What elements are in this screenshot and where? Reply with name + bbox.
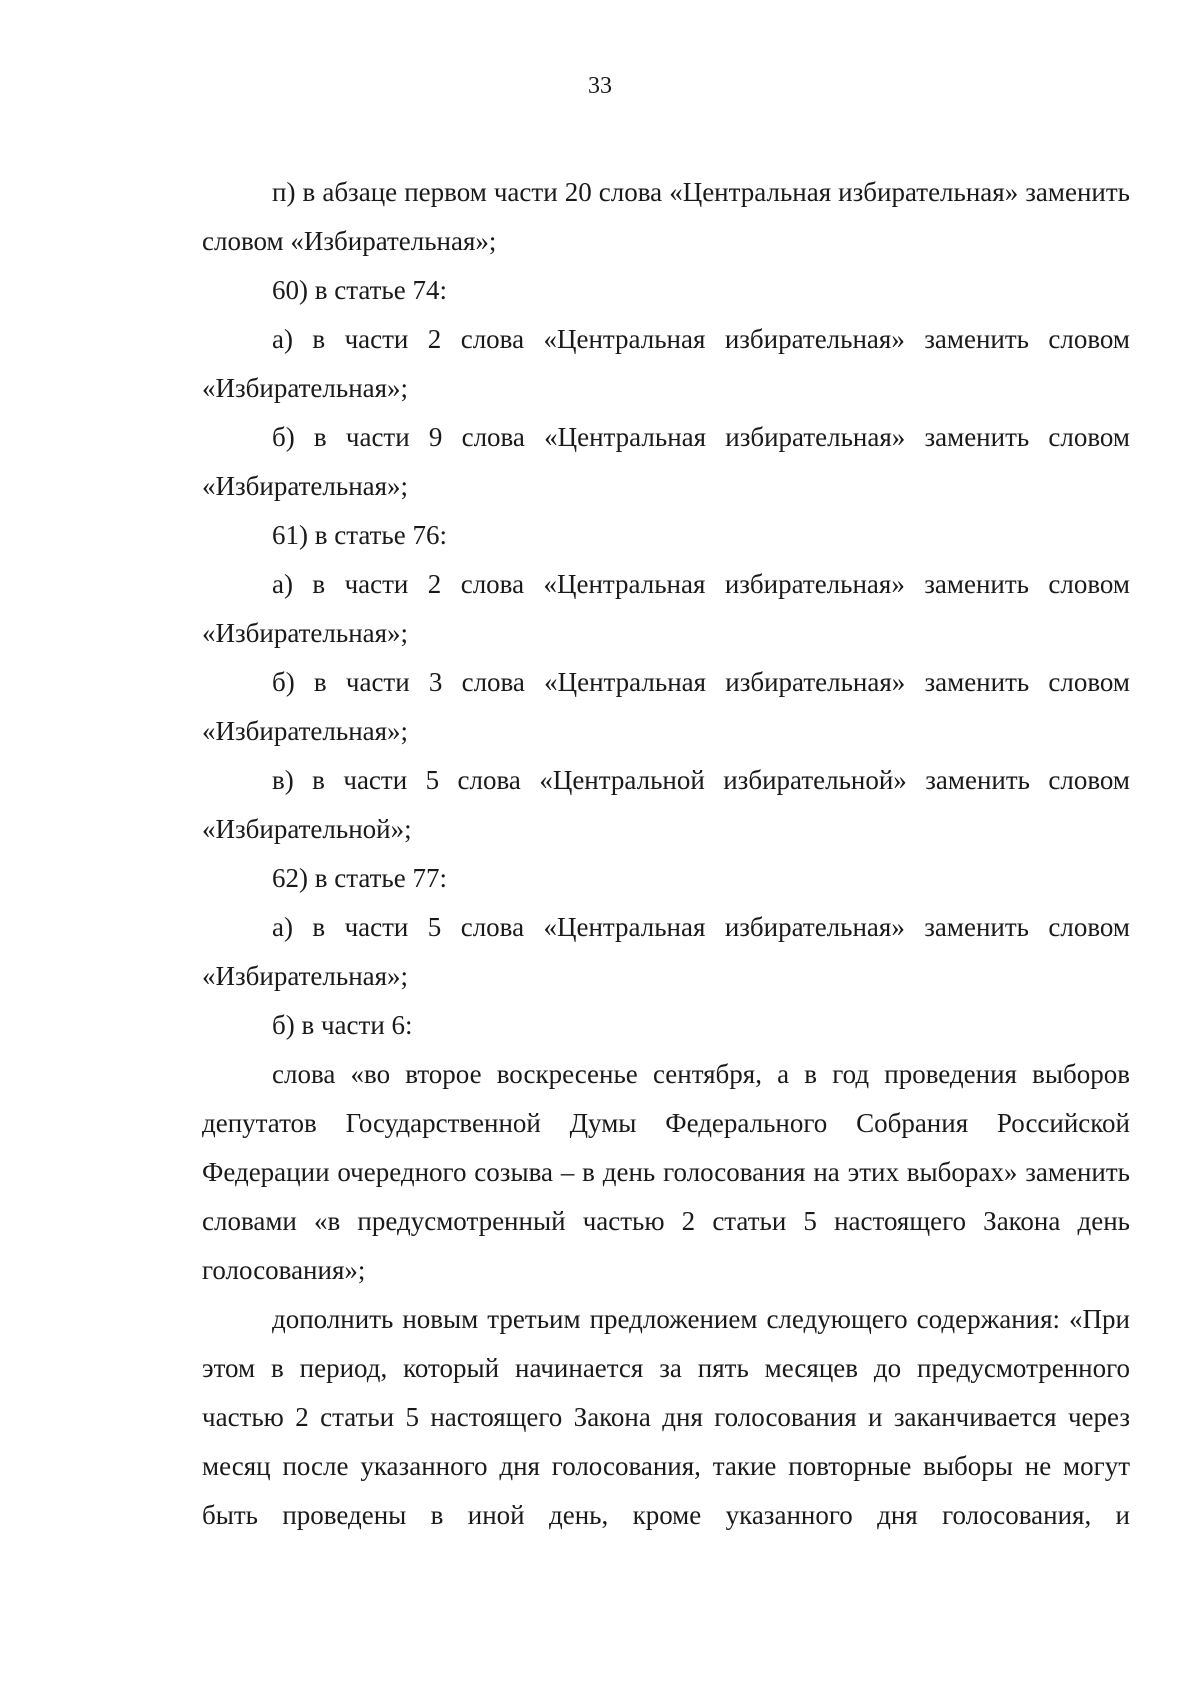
document-body — [202, 168, 1130, 1540]
paragraph-item-60: 60) в статье 74: — [272, 275, 447, 305]
paragraph-60-b: б) в части 9 слова «Центральная избирательная» заменить словом «Избирательная»; — [202, 422, 1130, 501]
paragraph-61-b: б) в части 3 слова «Центральная избирательная» заменить словом «Избирательная»; — [202, 667, 1130, 746]
paragraph-item-61: 61) в статье 76: — [272, 520, 447, 550]
paragraph-60-a: а) в части 2 слова «Центральная избирательная» заменить словом «Избирательная»; — [202, 324, 1130, 403]
paragraph-item-62: 62) в статье 77: — [272, 863, 447, 893]
page-number: 33 — [588, 73, 612, 99]
paragraph-61-v: в) в части 5 слова «Центральной избирательной» заменить словом «Избирательной»; — [202, 765, 1130, 844]
paragraph-p-part-20: п) в абзаце первом части 20 слова «Центральная избирательная» заменить словом «Избирательная»; — [202, 177, 1130, 256]
paragraph-62-b: б) в части 6: — [272, 1010, 413, 1040]
paragraph-add-sentence: дополнить новым третьим предложением следующего содержания: «При этом в период, который начинается за пять месяцев до предусмотренного частью 2 статьи 5 настоящего Закона дня голосования и заканчивается через месяц после указанного дня голосования, такие повторные выборы не могут быть проведены в иной день, кроме указанного дня голосования, и — [202, 1304, 1130, 1530]
paragraph-62-a: а) в части 5 слова «Центральная избирательная» заменить словом «Избирательная»; — [202, 912, 1130, 991]
paragraph-replace-words: слова «во второе воскресенье сентября, а в год проведения выборов депутатов Государственной Думы Федерального Собрания Российской Федерации очередного созыва – в день голосования на этих выборах» заменить словами «в предусмотренный частью 2 статьи 5 настоящего Закона день голосования»; — [202, 1059, 1130, 1285]
paragraph-61-a: а) в части 2 слова «Центральная избирательная» заменить словом «Избирательная»; — [202, 569, 1130, 648]
